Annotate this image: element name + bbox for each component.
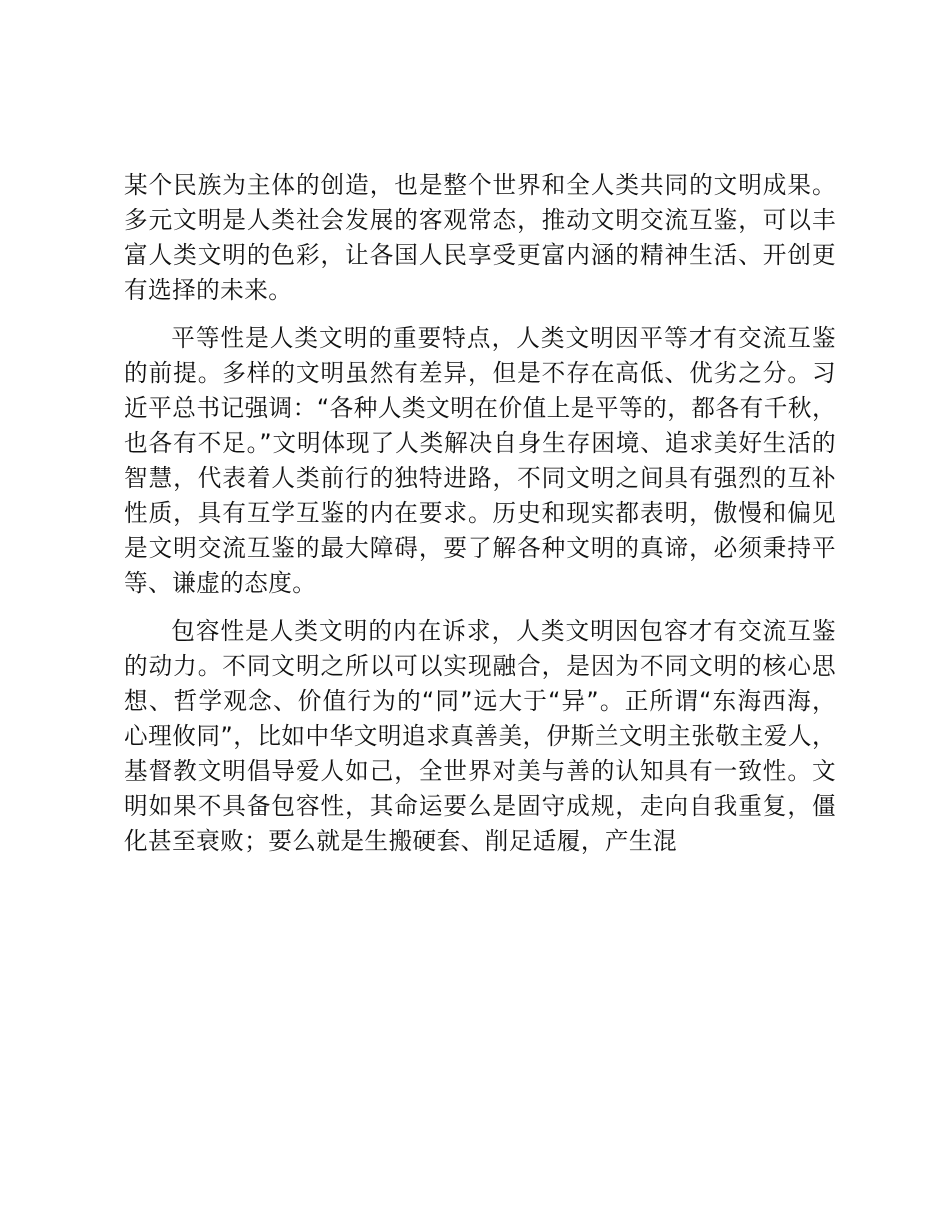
paragraph-3: 包容性是人类文明的内在诉求，人类文明因包容才有交流互鉴的动力。不同文明之所以可以实现融合，是因为不同文明的核心思想、哲学观念、价值行为的“同”远大于“异”。正所谓“东海西海，心理攸同”，比如中华文明追求真善美，伊斯兰文明主张敬主爱人，基督教文明倡导爱人如己，全世界对美与善的认知具有一致性。文明如果不具备包容性，其命运要么是固守成规，走向自我重复，僵化甚至衰败；要么就是生搬硬套、削足适履，产生混 bbox=[124, 617, 836, 855]
paragraph-2: 平等性是人类文明的重要特点，人类文明因平等才有交流互鉴的前提。多样的文明虽然有差异，但是不存在高低、优劣之分。习近平总书记强调：“各种人类文明在价值上是平等的，都各有千秋，也各有不足。”文明体现了人类解决自身生存困境、追求美好生活的智慧，代表着人类前行的独特进路，不同文明之间具有强烈的互补性质，具有互学互鉴的内在要求。历史和现实都表明，傲慢和偏见是文明交流互鉴的最大障碍，要了解各种文明的真谛，必须秉持平等、谦虚的态度。 bbox=[124, 324, 836, 597]
document-body bbox=[124, 168, 836, 872]
paragraph-1: 某个民族为主体的创造，也是整个世界和全人类共同的文明成果。多元文明是人类社会发展的客观常态，推动文明交流互鉴，可以丰富人类文明的色彩，让各国人民享受更富内涵的精神生活、开创更有选择的未来。 bbox=[124, 171, 836, 304]
